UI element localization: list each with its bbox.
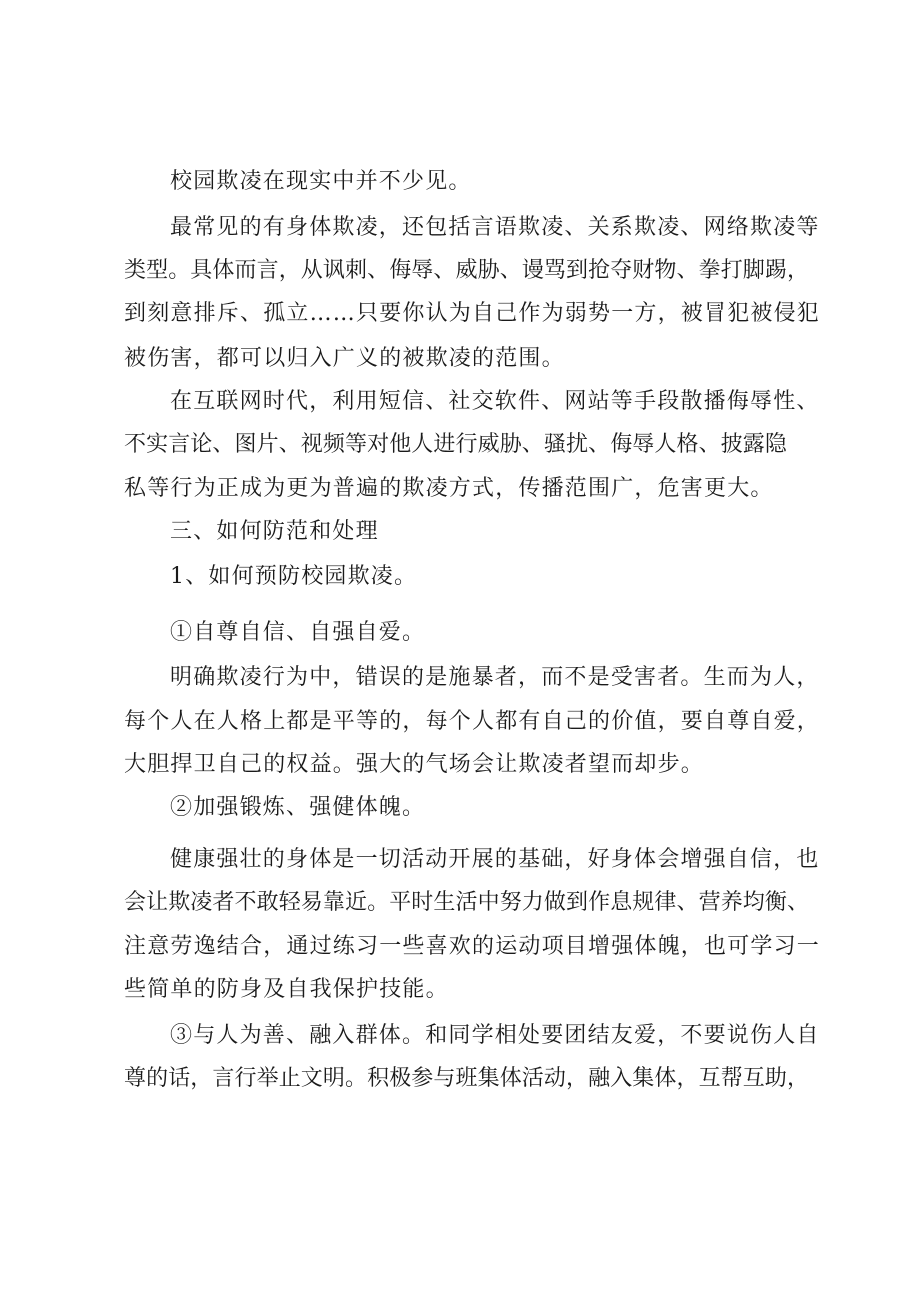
- item-heading: ③与人为善、融入群体。和同学相处要团结友爱，不要说伤人自: [170, 1023, 820, 1048]
- paragraph-line: 被伤害，都可以归入广义的被欺凌的范围。: [124, 346, 565, 371]
- paragraph-line: 最常见的有身体欺凌，还包括言语欺凌、关系欺凌、网络欺凌等: [170, 215, 820, 240]
- subsection-heading: 1、如何预防校园欺凌。: [170, 564, 418, 589]
- section-heading: 三、如何防范和处理: [170, 519, 379, 544]
- paragraph-line: 校园欺凌在现实中并不少见。: [170, 169, 472, 194]
- paragraph-line: 类型。具体而言，从讽刺、侮辱、威胁、谩骂到抢夺财物、拳打脚踢，: [124, 258, 810, 283]
- paragraph-line: 大胆捍卫自己的权益。强大的气场会让欺凌者望而却步。: [124, 752, 705, 777]
- paragraph-line: 健康强壮的身体是一切活动开展的基础，好身体会增强自信，也: [170, 847, 820, 872]
- paragraph-line: 到刻意排斥、孤立……只要你认为自己作为弱势一方，被冒犯被侵犯: [124, 301, 821, 326]
- paragraph-line: 注意劳逸结合，通过练习一些喜欢的运动项目增强体魄，也可学习一: [124, 934, 821, 959]
- paragraph-line: 会让欺凌者不敢轻易靠近。平时生活中努力做到作息规律、营养均衡、: [124, 890, 810, 915]
- paragraph-line: 私等行为正成为更为普遍的欺凌方式，传播范围广，危害更大。: [124, 476, 774, 501]
- paragraph-line: 尊的话，言行举止文明。积极参与班集体活动，融入集体，互帮互助，: [124, 1066, 810, 1091]
- item-heading: ①自尊自信、自强自爱。: [170, 620, 426, 645]
- paragraph-line: 每个人在人格上都是平等的，每个人都有自己的价值，要自尊自爱，: [124, 709, 821, 734]
- paragraph-line: 些简单的防身及自我保护技能。: [124, 977, 449, 1002]
- paragraph-line: 明确欺凌行为中，错误的是施暴者，而不是受害者。生而为人，: [170, 665, 820, 690]
- paragraph-line: 在互联网时代，利用短信、社交软件、网站等手段散播侮辱性、: [170, 389, 820, 414]
- item-heading: ②加强锻炼、强健体魄。: [170, 795, 426, 820]
- paragraph-line: 不实言论、图片、视频等对他人进行威胁、骚扰、侮辱人格、披露隐: [124, 432, 788, 457]
